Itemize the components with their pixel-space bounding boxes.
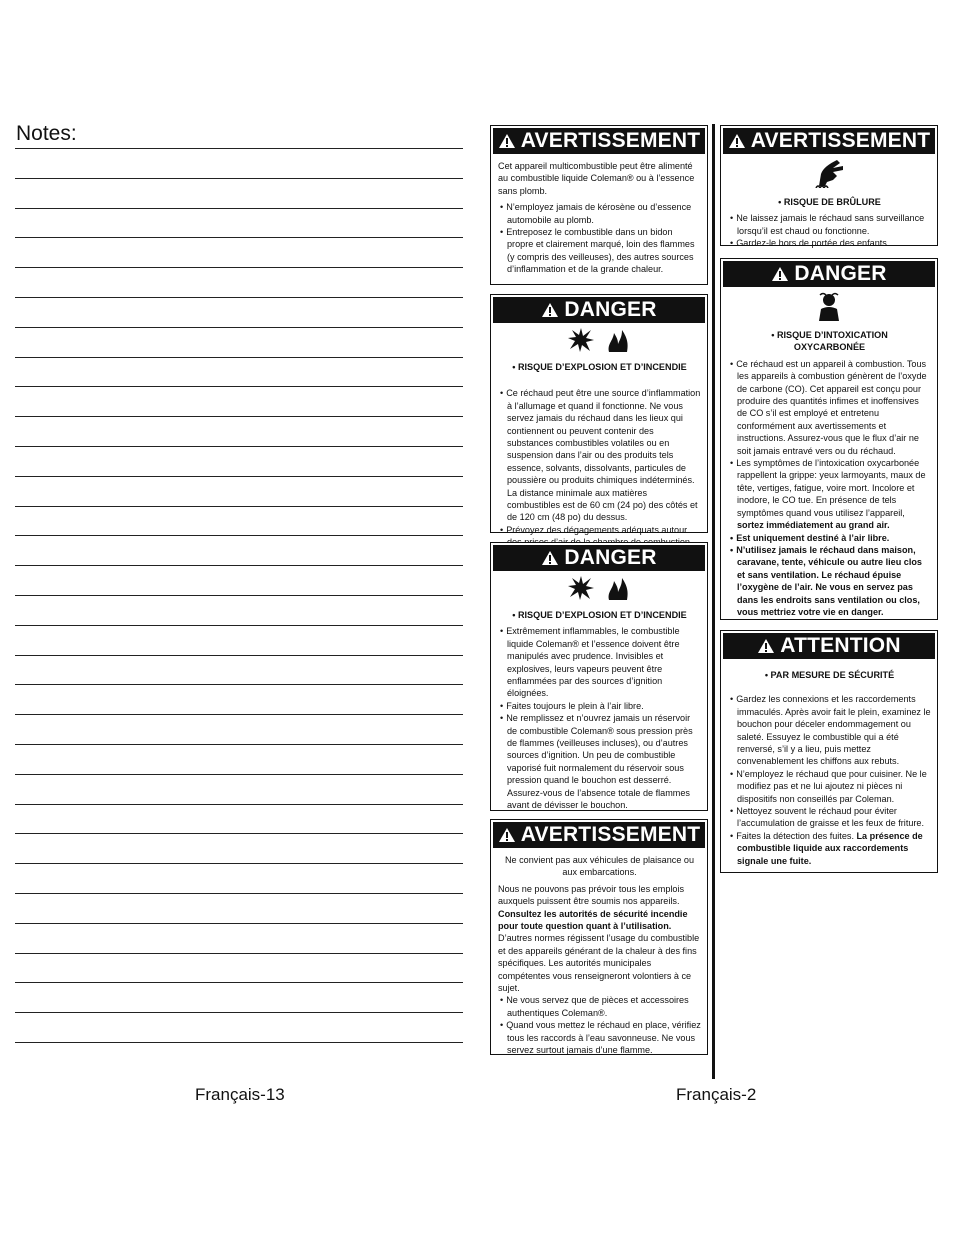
note-line	[15, 864, 463, 894]
warning-triangle-icon	[541, 550, 559, 566]
note-line	[15, 656, 463, 686]
note-line	[15, 685, 463, 715]
note-line	[15, 387, 463, 417]
note-line	[15, 238, 463, 268]
list-item: • Extrêmement inflammables, le combustible liquide Coleman® et l’essence doivent être manipulés avec prudence. Invisibles et explosives, leurs vapeurs peuvent être enflammées par des sources d’ignition éloignées.	[498, 625, 701, 699]
list-item: • Quand vous mettez le réchaud en place, vérifiez tous les raccords à l’eau savonneuse. Ne vous servez surtout jamais d’une flamme.	[498, 1019, 701, 1056]
warning-header-label: AVERTISSEMENT	[520, 823, 701, 846]
list-item: • Ne vous servez que de pièces et accessoires authentiques Coleman®.	[498, 994, 701, 1019]
warning-triangle-icon	[771, 266, 789, 282]
notes-title: Notes:	[16, 122, 77, 145]
list-item	[728, 457, 931, 531]
list-item: • Gardez les connexions et les raccordements immaculés. Après avoir fait le plein, examinez le bouchon pour déceler endommagement ou saleté. Essuyez le combustible qui a été renversé, s’il y a lieu, puis mettez convenablement les chiffons aux rebuts.	[728, 693, 931, 767]
burn-hand-icon	[813, 158, 845, 188]
danger-box-explosion-1	[490, 294, 708, 533]
note-line	[15, 209, 463, 239]
list-item: • Ce réchaud est un appareil à combustion. Tous les appareils à combustion génèrent de l’oxyde de carbone (CO). Cet appareil est conçu pour produire des quantités infimes et inoffensives de CO s’il est employé et entretenu conformément aux avertissements et instructions. Assurez-vous que le flux d’air ne soit jamais entravé vers ou du réchaud.	[728, 358, 931, 457]
danger-box-explosion-2	[490, 542, 708, 811]
notes-lines	[15, 148, 463, 1043]
attention-box-safety	[720, 630, 938, 873]
note-line	[15, 626, 463, 656]
co-poisoning-icon	[814, 291, 844, 321]
warning-paragraph-bold: Consultez les autorités de sécurité incendie pour toute question quant à l’utilisation.	[498, 908, 688, 932]
note-line	[15, 775, 463, 805]
warning-header	[493, 822, 705, 848]
note-line	[15, 745, 463, 775]
list-item-bold: sortez immédiatement au grand air.	[737, 520, 890, 531]
page-number-right: Français-2	[676, 1085, 757, 1104]
risk-label: • RISQUE DE BRÛLURE	[778, 197, 881, 207]
danger-header	[493, 297, 705, 323]
list-item: • N’utilisez jamais le réchaud dans maison, caravane, tente, véhicule ou autre lieu clos et sans ventilation. Le réchaud épuise l’oxygène de l’air. Ne vous en servez pas dans les endroits sans ventilation ou clos, vous mettriez votre vie en danger.	[728, 544, 931, 618]
danger-header-label: DANGER	[564, 546, 657, 569]
warning-triangle-icon	[728, 133, 746, 149]
note-line	[15, 358, 463, 388]
risk-label: • RISQUE D’EXPLOSION ET D’INCENDIE	[512, 610, 687, 620]
note-line	[15, 477, 463, 507]
note-line	[15, 149, 463, 179]
note-line	[15, 715, 463, 745]
list-item: • N’employez jamais de kérosène ou d’essence automobile au plomb.	[498, 201, 701, 226]
note-line	[15, 894, 463, 924]
list-item: • Ne laissez jamais le réchaud sans surveillance lorsqu’il est chaud ou fonctionne.	[728, 212, 931, 237]
warning-box-burn	[720, 125, 938, 249]
explosion-icon	[567, 327, 595, 353]
warning-triangle-icon	[498, 133, 516, 149]
note-line	[15, 417, 463, 447]
page-number-left: Français-13	[195, 1085, 285, 1104]
list-item-bold: La présence de combustible liquide aux raccordements signale une fuite.	[737, 830, 923, 866]
attention-header	[723, 633, 935, 659]
warning-triangle-icon	[757, 638, 775, 654]
note-line	[15, 447, 463, 477]
list-item: • Faites toujours le plein à l’air libre.	[498, 700, 701, 712]
note-line	[15, 328, 463, 358]
note-line	[15, 983, 463, 1013]
danger-header-label: DANGER	[564, 298, 657, 321]
list-item-text: Les symptômes de l’intoxication oxycarbonée rappellent la grippe: yeux larmoyants, maux de tête, vertiges, fatigue, voire mort. Incolore et inodore, le CO tue. En présence de tels symptômes quand vous utilisez l’appareil,	[736, 458, 926, 518]
note-line	[15, 179, 463, 209]
warning-triangle-icon	[498, 827, 516, 843]
warning-header	[723, 128, 935, 154]
explosion-icon	[567, 575, 595, 601]
note-line	[15, 507, 463, 537]
list-item: • N’employez le réchaud que pour cuisiner. Ne le modifiez pas et ne lui ajoutez ni pièces ni dispositifs non conseillés par Coleman.	[728, 768, 931, 805]
list-item: • Entreposez le combustible dans un bidon propre et clairement marqué, loin des flammes (y compris des veilleuses), des autres sources d’inflammation et de la grande chaleur.	[498, 226, 701, 276]
note-line	[15, 1013, 463, 1043]
warning-box-usage	[490, 819, 708, 1055]
note-line	[15, 924, 463, 954]
list-item-text: Faites la détection des fuites.	[736, 830, 854, 841]
note-line	[15, 268, 463, 298]
list-item: • Est uniquement destiné à l’air libre.	[728, 532, 931, 544]
warning-triangle-icon	[541, 302, 559, 318]
danger-box-co	[720, 258, 938, 620]
warning-intro: Ne convient pas aux véhicules de plaisance ou aux embarcations.	[504, 855, 695, 878]
note-line	[15, 536, 463, 566]
center-divider	[712, 124, 715, 1079]
list-item: • Gardez-le hors de portée des enfants.	[728, 237, 931, 249]
note-line	[15, 805, 463, 835]
warning-header	[493, 128, 705, 154]
risk-label-line2: OXYCARBONÉE	[793, 342, 866, 353]
note-line	[15, 566, 463, 596]
list-item	[728, 830, 931, 867]
note-line	[15, 596, 463, 626]
list-item: • Prévoyez des dégagements adéquats autour	[498, 524, 701, 549]
warning-paragraph: Nous ne pouvons pas prévoir tous les emplois auxquels puissent être soumis nos appareils.	[498, 883, 685, 907]
list-item: • Ne remplissez et n’ouvrez jamais un réservoir de combustible Coleman® sous pression près de flammes (veilleuses incluses), ou d’autres sources d’ignition. Un peu de combustible vaporisé fuit normalement du réservoir sous pression quand le bouchon est desserré. Assurez-vous de l’absence totale de flammes avant de dévisser le bouchon.	[498, 712, 701, 811]
risk-label: • RISQUE D’INTOXICATION	[771, 330, 888, 340]
note-line	[15, 834, 463, 864]
note-line	[15, 954, 463, 984]
fire-icon	[605, 327, 631, 353]
warning-box-fuel	[490, 125, 708, 285]
fire-icon	[605, 575, 631, 601]
warning-intro: Cet appareil multicombustible peut être alimenté au combustible liquide Coleman® ou à l’essence sans plomb.	[498, 161, 695, 196]
danger-header	[493, 545, 705, 571]
warning-header-label: AVERTISSEMENT	[750, 129, 931, 152]
attention-header-label: ATTENTION	[780, 634, 901, 657]
risk-label: • PAR MESURE DE SÉCURITÉ	[764, 670, 895, 680]
danger-header	[723, 261, 935, 287]
risk-label: • RISQUE D’EXPLOSION ET D’INCENDIE	[512, 362, 687, 372]
note-line	[15, 298, 463, 328]
list-item: • Nettoyez souvent le réchaud pour éviter l’accumulation de graisse et les feux de friture.	[728, 805, 931, 830]
warning-paragraph: D’autres normes régissent l’usage du combustible et des appareils générant de la chaleur à des fins spécifiques. Les autorités municipales compétentes vous renseigneront volontiers à ce sujet.	[498, 933, 700, 994]
danger-header-label: DANGER	[794, 262, 887, 285]
list-item: • Ce réchaud peut être une source d’inflammation à l’allumage et quand il fonctionne. Ne vous servez jamais du réchaud dans les lieux qui contiennent ou peuvent contenir des substances combustibles volatiles ou en suspension dans l’air ou des produits tels essence, solvants, dissolvants, particules de poussière ou produits chimiques indéterminés. La distance minimale aux matières combustibles est de 60 cm (24 po) des côtés et de 120 cm (48 po) du dessus.	[498, 387, 701, 523]
warning-header-label: AVERTISSEMENT	[520, 129, 701, 152]
